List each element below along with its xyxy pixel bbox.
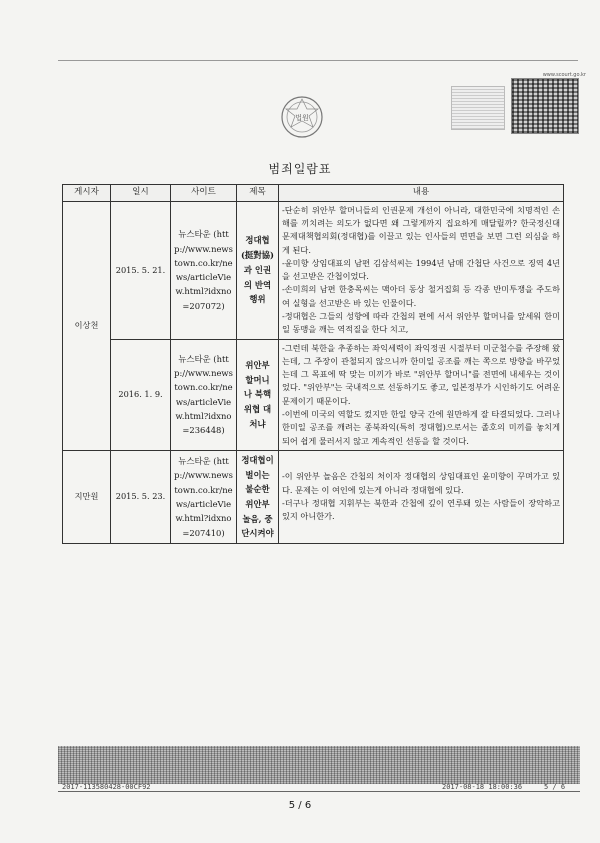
- footer-divider: [58, 791, 580, 792]
- scan-stamp: [451, 86, 505, 130]
- content-cell: [279, 450, 564, 543]
- page-indicator-small: 5 / 6: [544, 783, 566, 791]
- print-timestamp: 2017-08-18 18:00:36: [442, 783, 523, 791]
- qr-code-icon: [511, 78, 579, 134]
- date-cell: 2015. 5. 21.: [111, 201, 171, 339]
- content-paragraph: -그런데 북한을 추종하는 좌익세력이 좌익정권 시절부터 미군철수를 주장해 왔는데, 그 주장이 관철되지 않으니까 한미일 공조를 깨는 쪽으로 방향을 바꾸었는데 그 목표에 딱 맞는 미끼가 바로 "위안부 할머니"를 전면에 내세우는 것이었다. "위안부"는 국내적으로 선동하기도 좋고, 일본정부가 시인하기도 어려운 문제이기 때문이다.: [282, 342, 560, 406]
- content-cell: [279, 339, 564, 450]
- court-seal-icon: [280, 95, 324, 139]
- scan-border: [58, 60, 578, 77]
- title-cell: 정대협이 벌이는 불순한 위안부 놀음, 중단시켜야: [237, 450, 279, 543]
- page-number: 5 / 6: [288, 800, 312, 811]
- content-paragraph: -이번에 미국의 역할도 컸지만 한일 양국 간에 원만하게 잘 타결되었다. 그러나 한미일 공조를 깨려는 종북좌익(특히 정대협)으로서는 졸호의 미끼를 놓치게 되어 쉽게 물러서지 않고 계속적인 선동을 할 것이다.: [282, 408, 560, 446]
- table-header-row: [63, 185, 564, 202]
- document-id: 2017-113580428-00CF92: [62, 783, 151, 791]
- column-header-title: 제목: [237, 185, 279, 202]
- content-cell: [279, 201, 564, 339]
- crime-list-table: [62, 184, 564, 544]
- site-cell: 뉴스타운 (http://www.newstown.co.kr/news/articleView.html?idxno=236448): [171, 339, 237, 450]
- scan-noise-strip: [58, 746, 580, 784]
- date-cell: 2016. 1. 9.: [111, 339, 171, 450]
- site-cell: 뉴스타운 (http://www.newstown.co.kr/news/articleView.html?idxno=207072): [171, 201, 237, 339]
- column-header-date: 일시: [111, 185, 171, 202]
- content-paragraph: -윤미향 상임대표의 남편 김삼석씨는 1994년 남매 간첩단 사건으로 징역 4년을 선고받은 간첩이었다.: [282, 257, 560, 282]
- content-paragraph: -이 위안부 놀음은 간첩의 처이자 정대협의 상임대표인 윤미향이 꾸며가고 있다. 문제는 이 여인에 있는게 아니라 정대협에 있다.: [282, 471, 560, 495]
- table-row: [63, 201, 564, 339]
- title-cell: 정대협(挺對協)과 인권의 반역행위: [237, 201, 279, 339]
- content-paragraph: -더구나 정대협 지휘부는 북한과 간첩에 깊이 연루돼 있는 사람들이 장악하고 있지 아니한가.: [282, 497, 560, 522]
- column-header-content: 내용: [279, 185, 564, 202]
- site-url: www.scourt.go.kr: [542, 72, 586, 78]
- column-header-site: 사이트: [171, 185, 237, 202]
- content-paragraph: -정대협은 그들의 성향에 따라 간첩의 편에 서서 위안부 할머니를 앞세워 한미일 동맹을 깨는 역적질을 한다 치고,: [282, 311, 560, 335]
- document-title: 범죄일람표: [268, 162, 332, 176]
- content-paragraph: -손미희의 남편 한충목씨는 맥아더 동상 철거집회 등 각종 반미투쟁을 주도하여 실형을 선고받은 바 있는 인물이다.: [282, 284, 560, 308]
- title-cell: 위안부 할머니 나 북핵 위협 대처냐: [237, 339, 279, 450]
- seal-label: 법원: [295, 114, 309, 122]
- date-cell: 2015. 5. 23.: [111, 450, 171, 543]
- poster-cell: 지만원: [63, 450, 111, 543]
- column-header-poster: 게시자: [63, 185, 111, 202]
- poster-cell: 이상천: [63, 201, 111, 450]
- content-paragraph: -단순히 위안부 할머니들의 인권문제 개선이 아니라, 대한민국에 치명적인 손해를 끼치려는 의도가 없다면 왜 그렇게까지 집요하게 매달릴까? 한국정신대문제대책협의회(정대협)를 이끌고 있는 인사들의 면면을 보면 그런 의심을 하게 된다.: [282, 204, 560, 255]
- table-row: [63, 450, 564, 543]
- site-cell: 뉴스타운 (http://www.newstown.co.kr/news/articleView.html?idxno=207410): [171, 450, 237, 543]
- table-row: [63, 339, 564, 450]
